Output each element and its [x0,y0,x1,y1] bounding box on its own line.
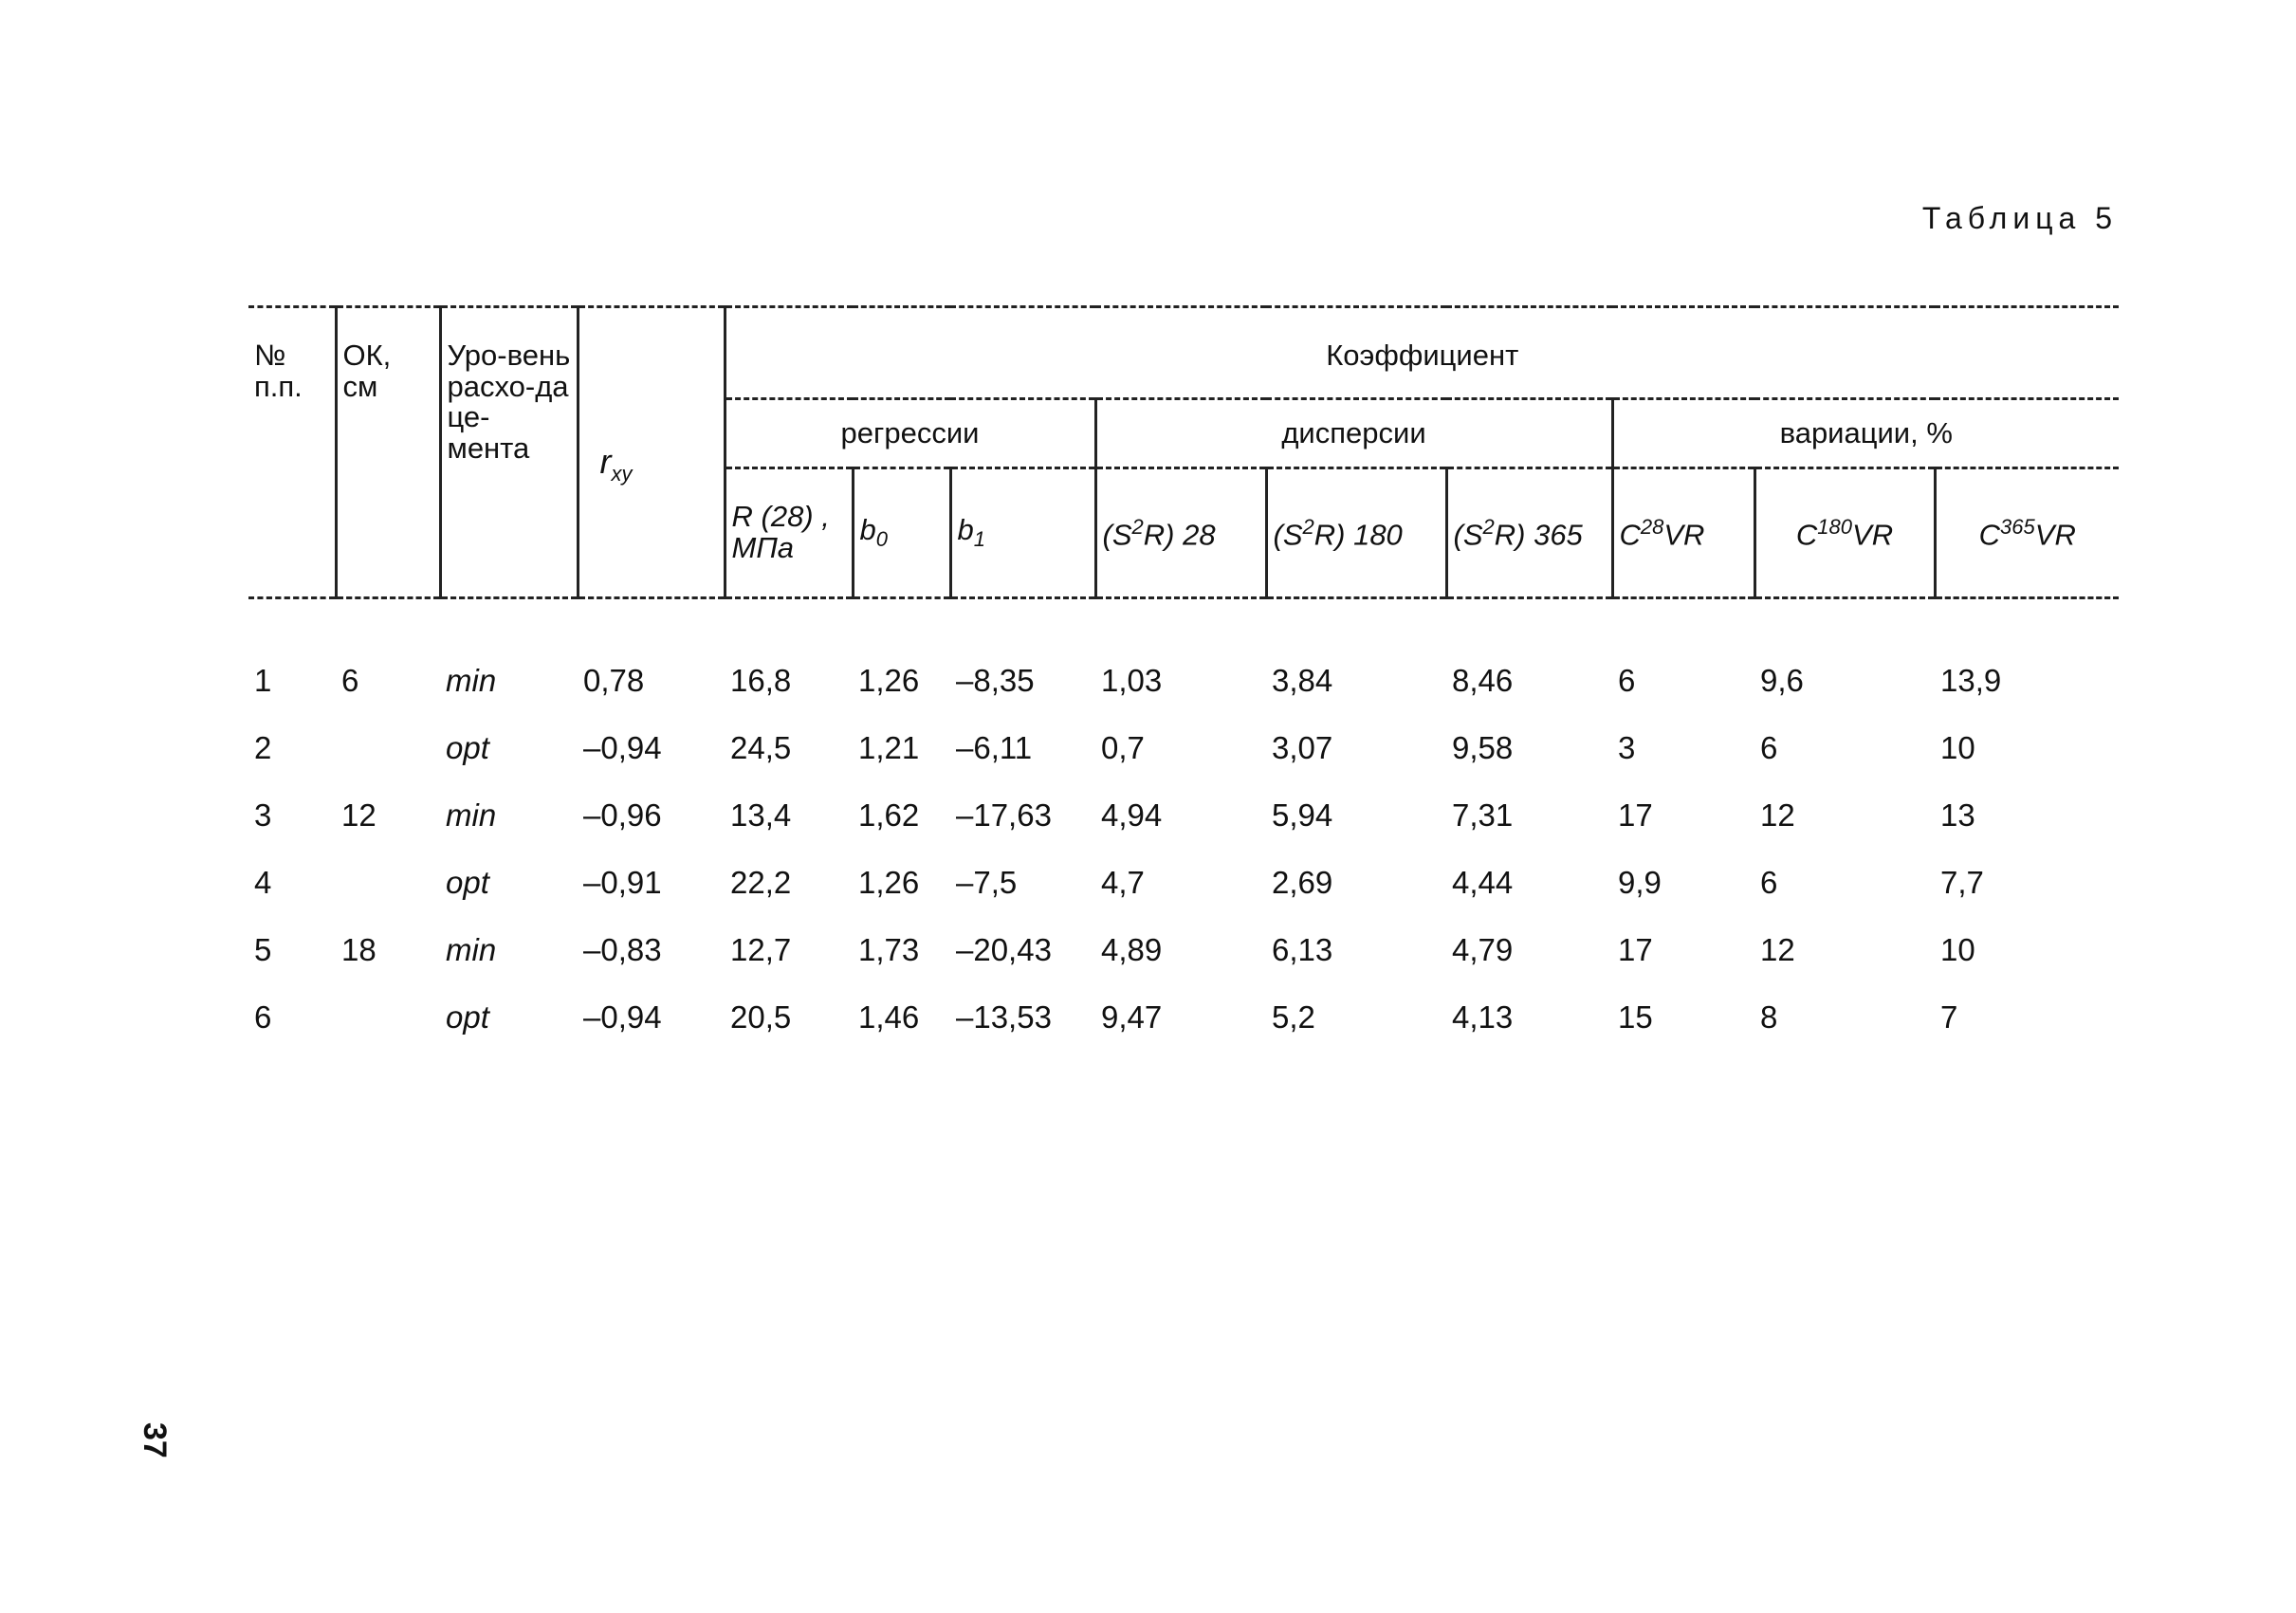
cell-c365: 13,9 [1940,662,2002,698]
cell-r28: 20,5 [730,999,792,1035]
c28-sup: 28 [1640,514,1664,539]
header-c28 [1612,468,1754,598]
cell-s28: 0,7 [1101,729,1145,765]
cell-b1: –13,53 [956,999,1052,1035]
cell-s28: 4,89 [1101,931,1163,967]
cell-level: opt [446,999,489,1035]
header-s180 [1266,468,1446,598]
data-table [248,305,2119,1051]
cell-c180: 8 [1760,999,1778,1035]
table-row [248,714,2119,781]
cell-s28: 9,47 [1101,999,1163,1035]
cell-r28: 13,4 [730,797,792,833]
table-row [248,598,2119,715]
cell-num: 6 [254,999,272,1035]
table-caption: Таблица 5 [1921,201,2118,235]
header-cement-level: Уро-вень расхо-да це-мента [440,307,578,598]
cell-s365: 4,44 [1452,864,1514,900]
header-num: № п.п. [248,307,336,598]
s180-square: 2 [1302,514,1314,539]
c180-vr: VR [1852,517,1894,551]
cell-level: min [446,797,497,833]
cell-num: 3 [254,797,272,833]
cell-s180: 5,94 [1272,797,1333,833]
cell-c28: 6 [1618,662,1636,698]
cell-s28: 1,03 [1101,662,1163,698]
c365-base: C [1978,517,2001,551]
header-coefficient: Коэффициент [725,307,2119,399]
r28-label: R (28) , МПа [731,500,830,564]
cell-s180: 3,07 [1272,729,1333,765]
cell-s28: 4,7 [1101,864,1145,900]
header-c365 [1935,468,2119,598]
s365-square: 2 [1482,514,1495,539]
c365-sup: 365 [2000,514,2035,539]
header-dispersion: дисперсии [1095,399,1612,468]
cell-c365: 7 [1940,999,1958,1035]
cell-s365: 7,31 [1452,797,1514,833]
rxy-symbol: r [599,442,612,482]
cell-level: min [446,662,497,698]
cell-rxy: 0,78 [583,662,645,698]
cell-ok: 6 [341,662,359,698]
cell-num: 4 [254,864,272,900]
table-row [248,916,2119,983]
s365-open: (S [1453,517,1483,551]
cell-s28: 4,94 [1101,797,1163,833]
cell-c365: 13 [1940,797,1975,833]
cell-c365: 7,7 [1940,864,1984,900]
cell-ok: 18 [341,931,377,967]
b1-symbol: b [957,513,974,547]
cell-s365: 4,79 [1452,931,1514,967]
cell-c180: 6 [1760,864,1778,900]
cell-b1: –8,35 [956,662,1035,698]
cell-c28: 17 [1618,931,1653,967]
cell-r28: 22,2 [730,864,792,900]
cell-c28: 17 [1618,797,1653,833]
cell-num: 5 [254,931,272,967]
header-regression: регрессии [725,399,1095,468]
cell-s180: 6,13 [1272,931,1333,967]
cell-b1: –17,63 [956,797,1052,833]
b0-subscript: 0 [875,527,888,552]
cell-c28: 9,9 [1618,864,1662,900]
cell-b1: –6,11 [956,729,1033,765]
b0-symbol: b [859,513,876,547]
header-b0 [853,468,950,598]
c28-base: C [1619,517,1641,551]
s180-tail: R) 180 [1313,517,1403,551]
cell-rxy: –0,83 [583,931,662,967]
header-s365 [1446,468,1612,598]
cell-b1: –7,5 [956,864,1018,900]
cell-rxy: –0,96 [583,797,662,833]
s28-open: (S [1102,517,1132,551]
cell-rxy: –0,91 [583,864,662,900]
header-b1 [950,468,1095,598]
header-s28 [1095,468,1266,598]
cell-level: min [446,931,497,967]
cell-s365: 8,46 [1452,662,1514,698]
cell-num: 1 [254,662,272,698]
cell-rxy: –0,94 [583,729,662,765]
c28-vr: VR [1663,517,1705,551]
cell-b0: 1,73 [858,931,920,967]
header-c180 [1754,468,1935,598]
cell-level: opt [446,729,489,765]
cell-r28: 12,7 [730,931,792,967]
cell-s180: 2,69 [1272,864,1333,900]
s365-tail: R) 365 [1494,517,1583,551]
cell-num: 2 [254,729,272,765]
cell-r28: 16,8 [730,662,792,698]
c365-vr: VR [2034,517,2076,551]
c180-sup: 180 [1817,514,1853,539]
cell-c28: 15 [1618,999,1653,1035]
s28-tail: R) 28 [1143,517,1216,551]
cell-b0: 1,26 [858,864,920,900]
cell-rxy: –0,94 [583,999,662,1035]
s180-open: (S [1273,517,1303,551]
cell-c180: 6 [1760,729,1778,765]
cell-c180: 9,6 [1760,662,1804,698]
cell-s365: 4,13 [1452,999,1514,1035]
cell-b1: –20,43 [956,931,1052,967]
cell-ok: 12 [341,797,377,833]
cell-b0: 1,46 [858,999,920,1035]
header-ok: ОК, см [336,307,440,598]
cell-ok [336,849,440,916]
cell-c180: 12 [1760,797,1795,833]
cell-s365: 9,58 [1452,729,1514,765]
table-row [248,983,2119,1051]
s28-square: 2 [1131,514,1144,539]
cell-c180: 12 [1760,931,1795,967]
header-r28 [725,468,853,598]
cell-s180: 5,2 [1272,999,1315,1035]
header-variation: вариации, % [1612,399,2119,468]
c180-base: C [1795,517,1818,551]
table-row [248,781,2119,849]
cell-b0: 1,26 [858,662,920,698]
cell-b0: 1,62 [858,797,920,833]
b1-subscript: 1 [973,527,985,552]
cell-ok [336,983,440,1051]
rxy-subscript: xy [611,462,633,486]
cell-r28: 24,5 [730,729,792,765]
header-rxy [578,307,725,598]
cell-c365: 10 [1940,729,1975,765]
cell-c365: 10 [1940,931,1975,967]
table-row [248,849,2119,916]
cell-level: opt [446,864,489,900]
cell-c28: 3 [1618,729,1636,765]
page-number: 37 [137,1422,173,1458]
cell-s180: 3,84 [1272,662,1333,698]
cell-ok [336,714,440,781]
cell-b0: 1,21 [858,729,920,765]
